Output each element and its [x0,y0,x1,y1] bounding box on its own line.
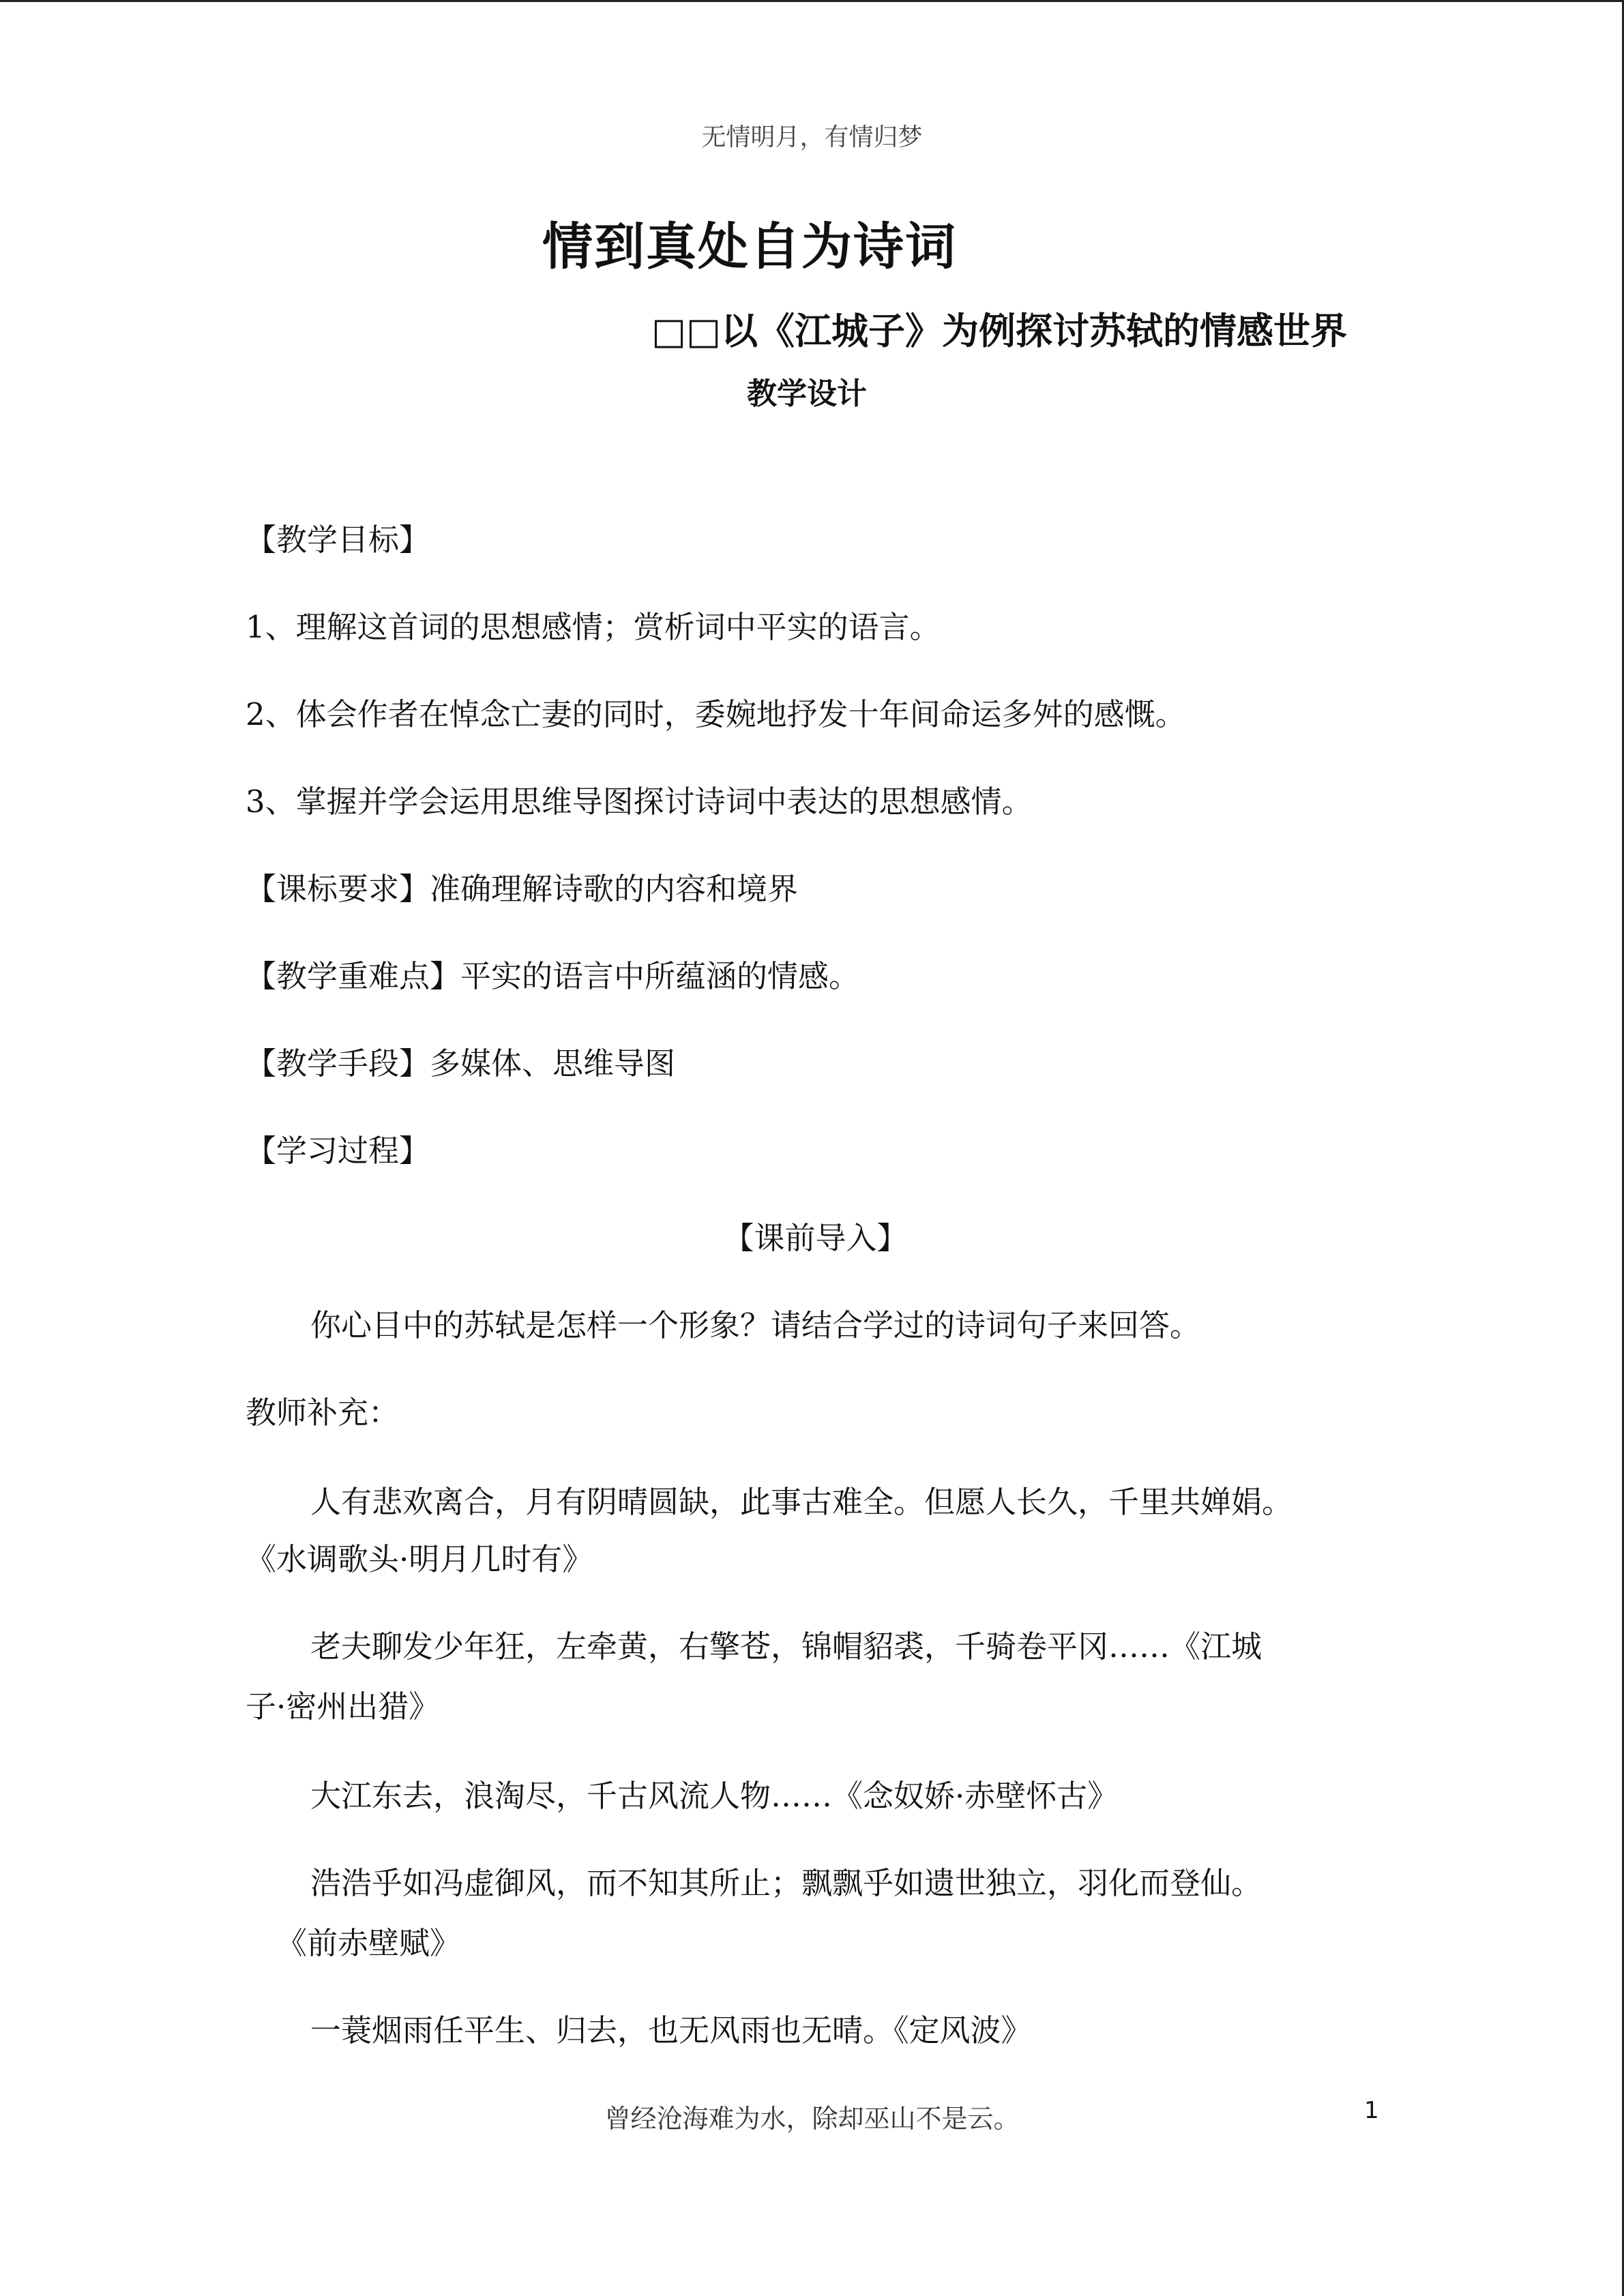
quote-2-line-1: 老夫聊发少年狂，左牵黄，右擎苍，锦帽貂裘，千骑卷平冈……《江城 [310,1628,1263,1665]
quote-4-line-2: 《前赤壁赋》 [276,1925,461,1961]
document-title: 情到真处自为诗词 [542,218,957,276]
section-heading-teaching-goals: 【教学目标】 [246,522,430,558]
section-heading-learning-process: 【学习过程】 [246,1133,430,1169]
document-subtitle-teaching-design: 教学设计 [747,376,867,411]
teacher-supplement-label: 教师补充： [246,1395,400,1431]
goal-item-1: 1、理解这首词的思想感情；赏析词中平实的语言。 [246,609,941,645]
quote-4-line-1: 浩浩乎如冯虚御风，而不知其所止；飘飘乎如遗世独立，羽化而登仙。 [310,1865,1263,1901]
quote-5: 一蓑烟雨任平生、归去，也无风雨也无晴。《定风波》 [310,2012,1032,2048]
page-footer: 曾经沧海难为水，除却巫山不是云。 [604,2104,1020,2134]
teaching-methods: 【教学手段】多媒体、思维导图 [246,1045,676,1082]
quote-1-line-1: 人有悲欢离合，月有阴晴圆缺，此事古难全。但愿人长久，千里共婵娟。 [310,1484,1293,1520]
goal-item-2: 2、体会作者在悼念亡妻的同时，委婉地抒发十年间命运多舛的感慨。 [246,696,1186,732]
goal-item-3: 3、掌握并学会运用思维导图探讨诗词中表达的思想感情。 [246,784,1033,820]
page-number: 1 [1364,2097,1379,2124]
document-subtitle: □□以《江城子》为例探讨苏轼的情感世界 [651,310,1348,353]
quote-1-line-2: 《水调歌头·明月几时有》 [246,1541,593,1577]
key-difficulties: 【教学重难点】平实的语言中所蕴涵的情感。 [246,958,860,994]
section-heading-lead-in: 【课前导入】 [723,1220,908,1256]
page-header: 无情明月，有情归梦 [701,123,923,151]
quote-2-line-2: 子·密州出猎》 [246,1688,440,1725]
quote-3: 大江东去，浪淘尽，千古风流人物……《念奴娇·赤壁怀古》 [310,1778,1119,1814]
lead-in-question: 你心目中的苏轼是怎样一个形象？请结合学过的诗词句子来回答。 [310,1307,1201,1343]
curriculum-requirement: 【课标要求】准确理解诗歌的内容和境界 [246,871,799,907]
